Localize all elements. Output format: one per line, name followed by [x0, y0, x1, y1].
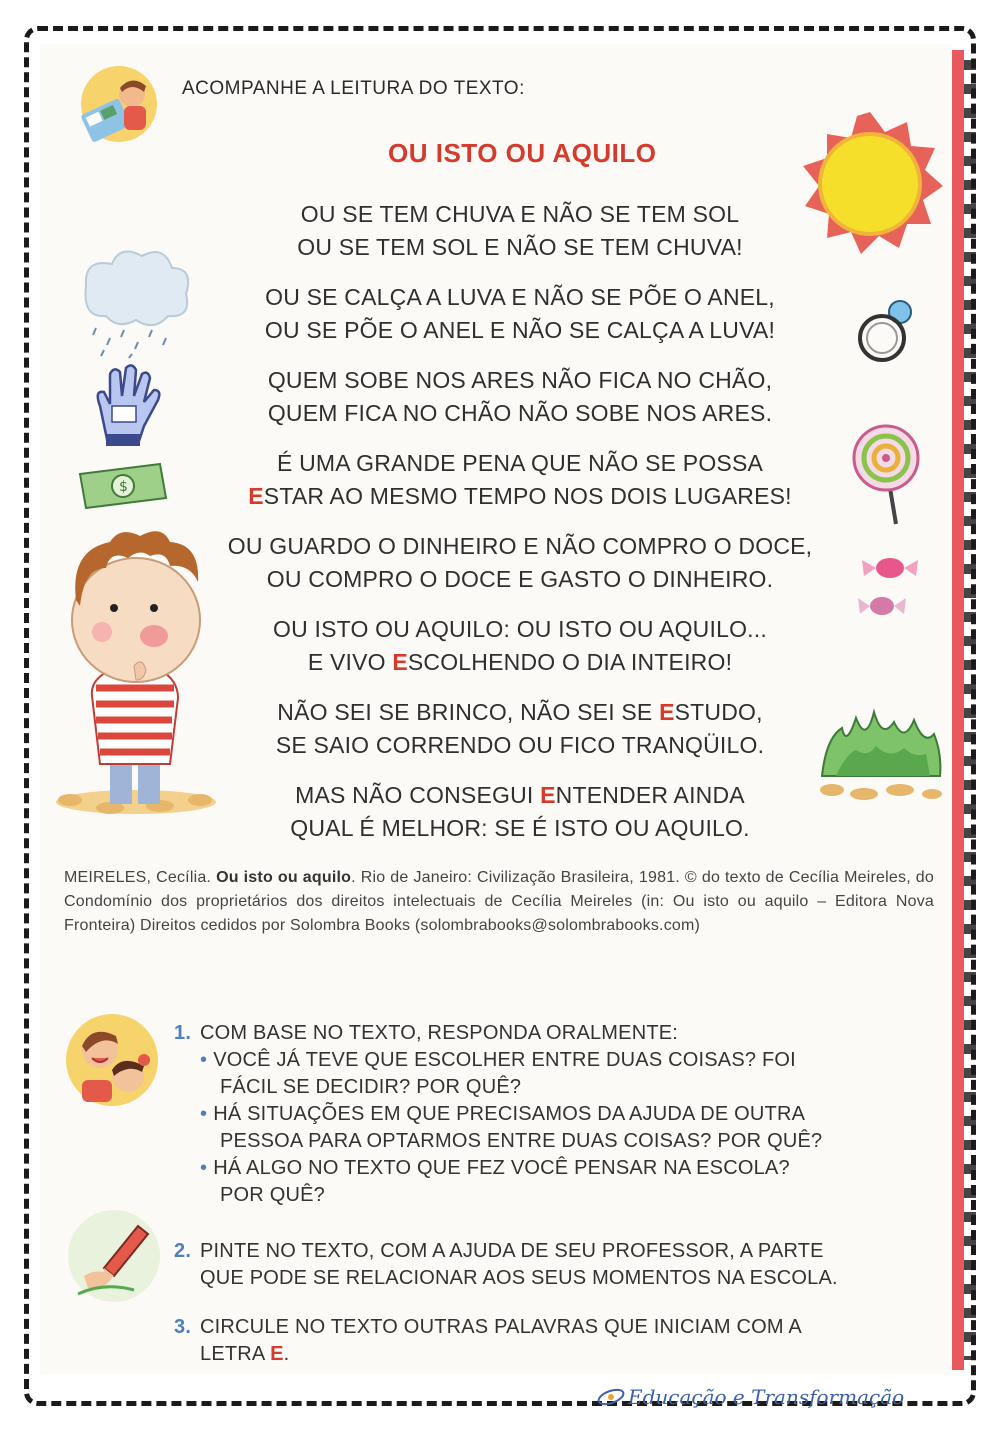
bullet-continuation: PESSOA PARA OPTARMOS ENTRE DUAS COISAS? POR QUÊ?: [220, 1130, 823, 1152]
question-bullet: [200, 1101, 934, 1128]
question-line: QUE PODE SE RELACIONAR AOS SEUS MOMENTOS NA ESCOLA.: [200, 1267, 838, 1289]
question-text: CIRCULE NO TEXTO OUTRAS PALAVRAS QUE INICIAM COM A: [200, 1316, 802, 1338]
poem-line: SE SAIO CORRENDO OU FICO TRANQÜILO.: [275, 732, 765, 758]
poem-stanza: [170, 613, 870, 679]
credit-work-title: Ou isto ou aquilo: [216, 869, 352, 886]
reading-kid-icon: [74, 64, 164, 144]
question-1-bullets: [174, 1047, 934, 1209]
poem-line-text: NTENDER AINDA: [555, 782, 745, 808]
question-text: PINTE NO TEXTO, COM A AJUDA DE SEU PROFESSOR, A PARTE: [200, 1240, 824, 1262]
credit-details: . Rio de Janeiro: Civilização Brasileira, 1981. © do texto de Cecília Meireles, do Condomínio dos proprietários dos direitos intelectuais de Cecília Meireles (in: Ou isto ou aquilo – Editora Nova Fronteira) Direitos cedidos por Solombra Books (solombrabooks@solombrabooks.com): [64, 869, 934, 934]
question-1: [174, 1020, 934, 1209]
poem-stanza: [170, 198, 870, 264]
question-bullet: [200, 1155, 934, 1182]
poem-line: OU GUARDO O DINHEIRO E NÃO COMPRO O DOCE,: [227, 533, 813, 559]
bullet-text: HÁ ALGO NO TEXTO QUE FEZ VOCÊ PENSAR NA ESCOLA?: [213, 1157, 790, 1179]
poem-line-text: MAS NÃO CONSEGUI: [295, 782, 541, 808]
question-bullet: [200, 1047, 934, 1074]
highlighted-letter-e: E: [659, 699, 675, 725]
poem-line: QUEM SOBE NOS ARES NÃO FICA NO CHÃO,: [267, 367, 773, 393]
footer-brand: Educação e Transformação: [628, 1385, 905, 1409]
poem-line: [170, 696, 870, 729]
poem-line-text: E VIVO: [307, 649, 393, 675]
highlighted-letter-e: E: [248, 483, 264, 509]
question-number: 2.: [174, 1240, 192, 1262]
poem-line-text: NÃO SEI SE BRINCO, NÃO SEI SE: [277, 699, 660, 725]
poem-line: OU COMPRO O DOCE E GASTO O DINHEIRO.: [266, 566, 774, 592]
poem-line: [170, 779, 870, 812]
poem-stanza: [170, 779, 870, 845]
poem-stanza: [170, 530, 870, 596]
poem-line-text: SCOLHENDO O DIA INTEIRO!: [407, 649, 733, 675]
bullet-icon: •: [200, 1103, 208, 1125]
poem-line: OU SE TEM CHUVA E NÃO SE TEM SOL: [300, 201, 740, 227]
highlighted-letter-e: E: [540, 782, 556, 808]
bullet-icon: •: [200, 1157, 208, 1179]
poem-stanza: [170, 696, 870, 762]
question-text: .: [283, 1343, 290, 1365]
highlighted-letter-e: E: [270, 1343, 284, 1365]
question-line: [174, 1341, 934, 1368]
bullet-continuation: FÁCIL SE DECIDIR? POR QUÊ?: [220, 1076, 522, 1098]
question-text: LETRA: [200, 1343, 271, 1365]
poem-stanza: [170, 364, 870, 430]
poem-line: OU ISTO OU AQUILO: OU ISTO OU AQUILO...: [273, 616, 767, 642]
svg-text:$: $: [119, 479, 128, 495]
poem-line: [170, 480, 870, 513]
question-number: 3.: [174, 1316, 192, 1338]
poem-line: QUEM FICA NO CHÃO NÃO SOBE NOS ARES.: [267, 400, 773, 426]
poem-stanza: [170, 447, 870, 513]
logo-icon: [596, 1384, 626, 1410]
poem-line: OU SE PÕE O ANEL E NÃO SE CALÇA A LUVA!: [264, 317, 776, 343]
poem-stanza: [170, 281, 870, 347]
question-line: [174, 1314, 934, 1341]
poem-body: [170, 198, 870, 862]
poem-title: OU ISTO OU AQUILO: [388, 138, 657, 168]
poem-line-text: STAR AO MESMO TEMPO NOS DOIS LUGARES!: [263, 483, 792, 509]
money-icon: [74, 458, 170, 514]
poem-line: É UMA GRANDE PENA QUE NÃO SE POSSA: [276, 450, 764, 476]
bullet-text: HÁ SITUAÇÕES EM QUE PRECISAMOS DA AJUDA DE OUTRA: [213, 1103, 806, 1125]
question-3: [174, 1314, 934, 1368]
question-2: [174, 1238, 934, 1292]
poem-line: OU SE CALÇA A LUVA E NÃO SE PÕE O ANEL,: [265, 284, 775, 310]
question-1-heading: [174, 1020, 934, 1047]
poem-line: QUAL É MELHOR: SE É ISTO OU AQUILO.: [290, 815, 750, 841]
question-text: COM BASE NO TEXTO, RESPONDA ORALMENTE:: [200, 1022, 679, 1044]
highlighted-letter-e: E: [392, 649, 408, 675]
intro-instruction: ACOMPANHE A LEITURA DO TEXTO:: [182, 78, 525, 99]
glove-icon: [90, 360, 170, 450]
poem-line-text: STUDO,: [674, 699, 763, 725]
pencil-icon: [64, 1206, 164, 1306]
poem-line: [170, 646, 870, 679]
bullet-continuation: POR QUÊ?: [220, 1184, 325, 1206]
bullet-text: VOCÊ JÁ TEVE QUE ESCOLHER ENTRE DUAS COISAS? FOI: [213, 1049, 796, 1071]
source-credit: [64, 866, 934, 938]
question-line: [174, 1238, 934, 1265]
children-icon: [62, 1010, 162, 1110]
credit-author: MEIRELES, Cecília.: [64, 869, 212, 886]
question-number: 1.: [174, 1022, 192, 1044]
poem-line: OU SE TEM SOL E NÃO SE TEM CHUVA!: [297, 234, 743, 260]
bullet-icon: •: [200, 1049, 208, 1071]
